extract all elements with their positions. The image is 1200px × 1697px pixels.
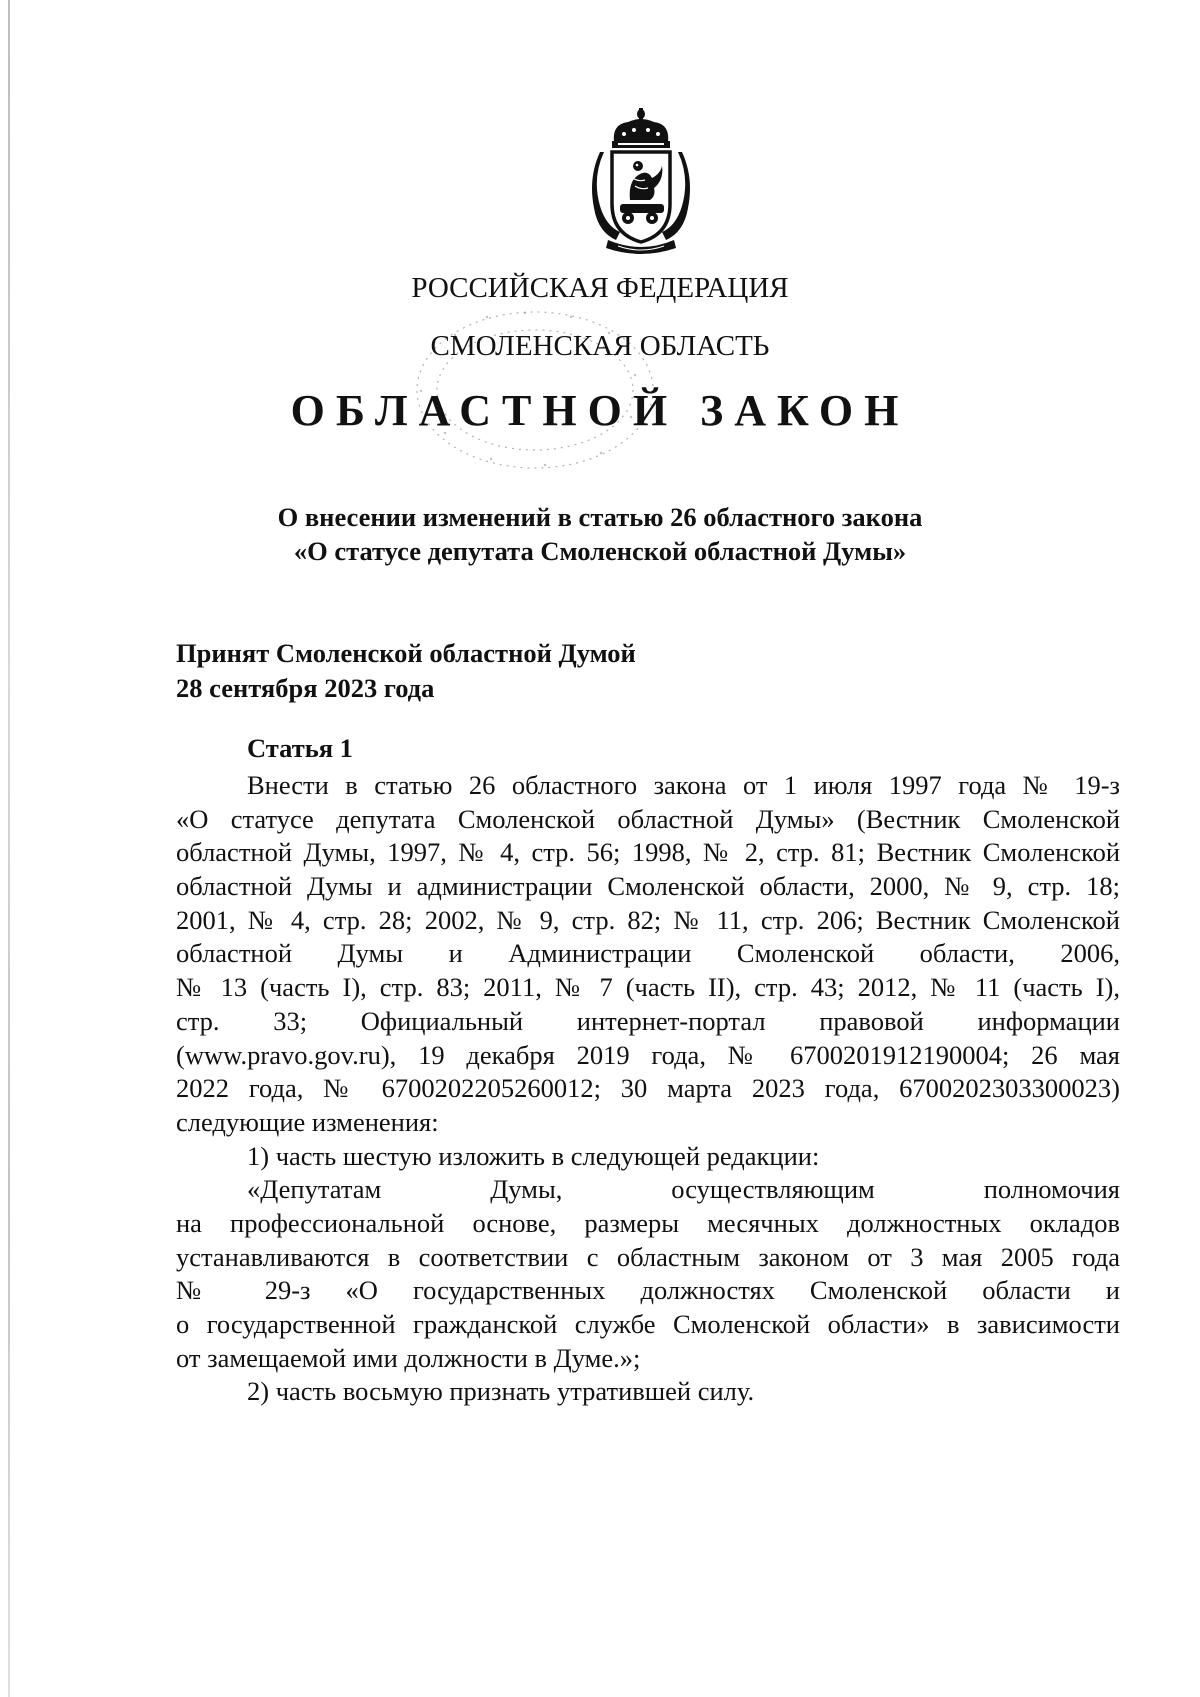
region-name: СМОЛЕНСКАЯ ОБЛАСТЬ: [430, 330, 770, 362]
body-line: Внести в статью 26 областного закона от 1 июля 1997 года № 19-з: [247, 770, 1120, 800]
amendment-item-1: 1) часть шестую изложить в следующей редакции:: [247, 1140, 820, 1171]
body-line: областной Думы и Администрации Смоленской области, 2006,: [176, 938, 1120, 969]
document-type-heading: ОБЛАСТНОЙ ЗАКОН: [290, 386, 910, 435]
country-name: РОССИЙСКАЯ ФЕДЕРАЦИЯ: [411, 272, 789, 304]
article-heading: Статья 1: [247, 733, 353, 763]
body-line: № 13 (часть I), стр. 83; 2011, № 7 (часть II), стр. 43; 2012, № 11 (часть I),: [176, 972, 1120, 1003]
scan-edge-line: [8, 0, 10, 1697]
body-line: о государственной гражданской службе Смоленской области» в зависимости: [176, 1309, 1120, 1339]
law-title-line-1: О внесении изменений в статью 26 областного закона: [277, 502, 923, 532]
body-line: следующие изменения:: [176, 1106, 439, 1137]
body-line: от замещаемой ими должности в Думе.»;: [176, 1342, 641, 1373]
body-line: «О статусе депутата Смоленской областной Думы» (Вестник Смоленской: [176, 803, 1120, 834]
body-line: «Депутатам Думы, осуществляющим полномочия: [247, 1174, 1120, 1205]
body-line: 2022 года, № 6700202205260012; 30 марта 2023 года, 6700202303300023): [176, 1073, 1120, 1104]
adoption-note: [176, 636, 636, 706]
body-line: на профессиональной основе, размеры месячных должностных окладов: [176, 1207, 1120, 1238]
law-title: [0, 500, 1200, 568]
body-line: областной Думы, 1997, № 4, стр. 56; 1998, № 2, стр. 81; Вестник Смоленской: [176, 837, 1120, 868]
body-line: № 29-з «О государственных должностях Смоленской области и: [176, 1275, 1120, 1306]
adoption-body: Принят Смоленской областной Думой: [176, 638, 636, 668]
body-line: (www.pravo.gov.ru), 19 декабря 2019 года, № 6700201912190004; 26 мая: [176, 1039, 1120, 1070]
body-line: устанавливаются в соответствии с областным законом от 3 мая 2005 года: [176, 1241, 1120, 1272]
adoption-date: 28 сентября 2023 года: [176, 673, 435, 703]
coat-of-arms-emblem: [590, 108, 692, 258]
body-line: 2001, № 4, стр. 28; 2002, № 9, стр. 82; № 11, стр. 206; Вестник Смоленской: [176, 904, 1120, 935]
body-line: областной Думы и администрации Смоленской области, 2000, № 9, стр. 18;: [176, 871, 1120, 902]
law-title-line-2: «О статусе депутата Смоленской областной Думы»: [293, 536, 907, 566]
article-body: [176, 769, 1120, 1409]
amendment-item-2: 2) часть восьмую признать утратившей силу.: [247, 1376, 755, 1407]
body-line: стр. 33; Официальный интернет-портал правовой информации: [176, 1005, 1120, 1036]
